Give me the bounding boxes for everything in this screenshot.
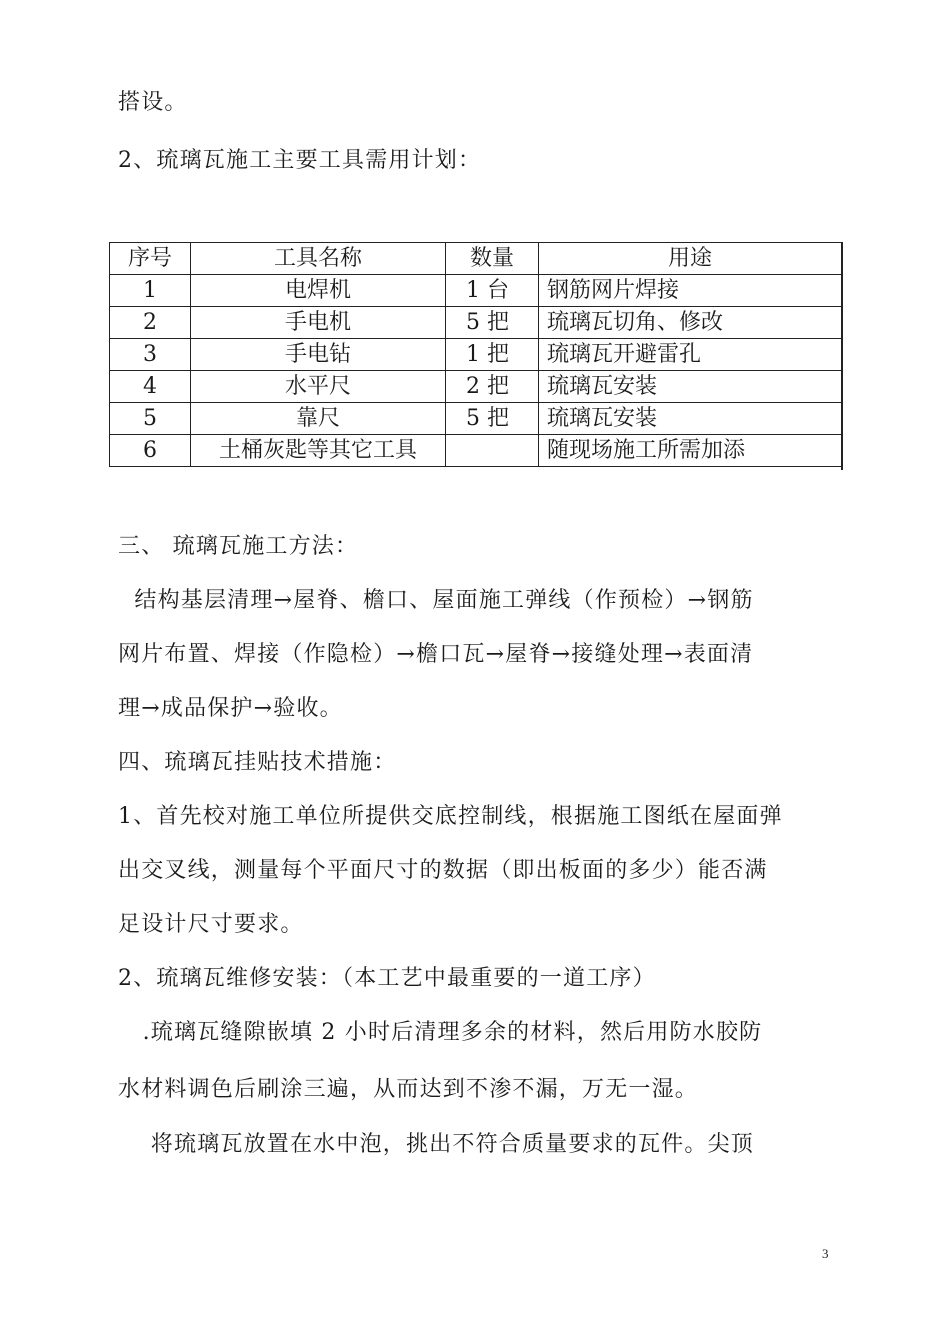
- cell-tool-name: 水平尺: [191, 371, 446, 403]
- cell-tool-name: 电焊机: [191, 275, 446, 307]
- cell-usage: 随现场施工所需加添: [539, 435, 842, 467]
- tools-table: [109, 242, 842, 467]
- cell-usage: 琉璃瓦安装: [539, 403, 842, 435]
- paragraph-line: 水材料调色后刷涂三遍，从而达到不渗不漏，万无一湿。: [118, 1077, 699, 1102]
- cell-seq: 5: [110, 403, 191, 435]
- table-row: [110, 371, 842, 403]
- paragraph-line: 网片布置、焊接（作隐检）→檐口瓦→屋脊→接缝处理→表面清: [118, 642, 754, 667]
- section-heading-measures: 四、琉璃瓦挂贴技术措施：: [118, 750, 397, 775]
- header-tool-name: 工具名称: [191, 243, 446, 275]
- table-row: [110, 275, 842, 307]
- paragraph-line: 1、首先校对施工单位所提供交底控制线，根据施工图纸在屋面弹: [118, 804, 783, 829]
- cell-seq: 6: [110, 435, 191, 467]
- cell-usage: 琉璃瓦安装: [539, 371, 842, 403]
- cell-seq: 1: [110, 275, 191, 307]
- cell-quantity: 1 台: [446, 275, 539, 307]
- cell-usage: 琉璃瓦开避雷孔: [539, 339, 842, 371]
- cell-usage: 钢筋网片焊接: [539, 275, 842, 307]
- cell-tool-name: 靠尺: [191, 403, 446, 435]
- header-usage: 用途: [539, 243, 842, 275]
- cell-seq: 2: [110, 307, 191, 339]
- paragraph-line: 2、琉璃瓦维修安装：（本工艺中最重要的一道工序）: [118, 966, 656, 991]
- paragraph-line: 搭设。: [118, 90, 188, 115]
- cell-quantity: 5 把: [446, 307, 539, 339]
- paragraph-line: 出交叉线，测量每个平面尺寸的数据（即出板面的多少）能否满: [118, 858, 768, 883]
- section-heading-method: 三、 琉璃瓦施工方法：: [118, 534, 359, 559]
- paragraph-line: 足设计尺寸要求。: [118, 912, 304, 937]
- cell-tool-name: 土桶灰匙等其它工具: [191, 435, 446, 467]
- header-quantity: 数量: [446, 243, 539, 275]
- section-heading-tools: 2、琉璃瓦施工主要工具需用计划：: [118, 148, 482, 173]
- table-right-border: [841, 242, 843, 470]
- table-row: [110, 403, 842, 435]
- paragraph-line: 将琉璃瓦放置在水中泡，挑出不符合质量要求的瓦件。尖顶: [118, 1132, 754, 1157]
- table-row: [110, 339, 842, 371]
- paragraph-line: .琉璃瓦缝隙嵌填 2 小时后清理多余的材料，然后用防水胶防: [118, 1020, 763, 1045]
- cell-tool-name: 手电机: [191, 307, 446, 339]
- cell-usage: 琉璃瓦切角、修改: [539, 307, 842, 339]
- cell-seq: 4: [110, 371, 191, 403]
- table-header-row: [110, 243, 842, 275]
- cell-quantity: 5 把: [446, 403, 539, 435]
- table-row: [110, 307, 842, 339]
- page-number: 3: [822, 1246, 829, 1261]
- paragraph-line: 理→成品保护→验收。: [118, 696, 343, 721]
- cell-seq: 3: [110, 339, 191, 371]
- cell-quantity: 1 把: [446, 339, 539, 371]
- cell-quantity: [446, 435, 539, 467]
- cell-quantity: 2 把: [446, 371, 539, 403]
- paragraph-line: 结构基层清理→屋脊、檐口、屋面施工弹线（作预检）→钢筋: [118, 588, 754, 613]
- header-seq: 序号: [110, 243, 191, 275]
- table-row: [110, 435, 842, 467]
- cell-tool-name: 手电钻: [191, 339, 446, 371]
